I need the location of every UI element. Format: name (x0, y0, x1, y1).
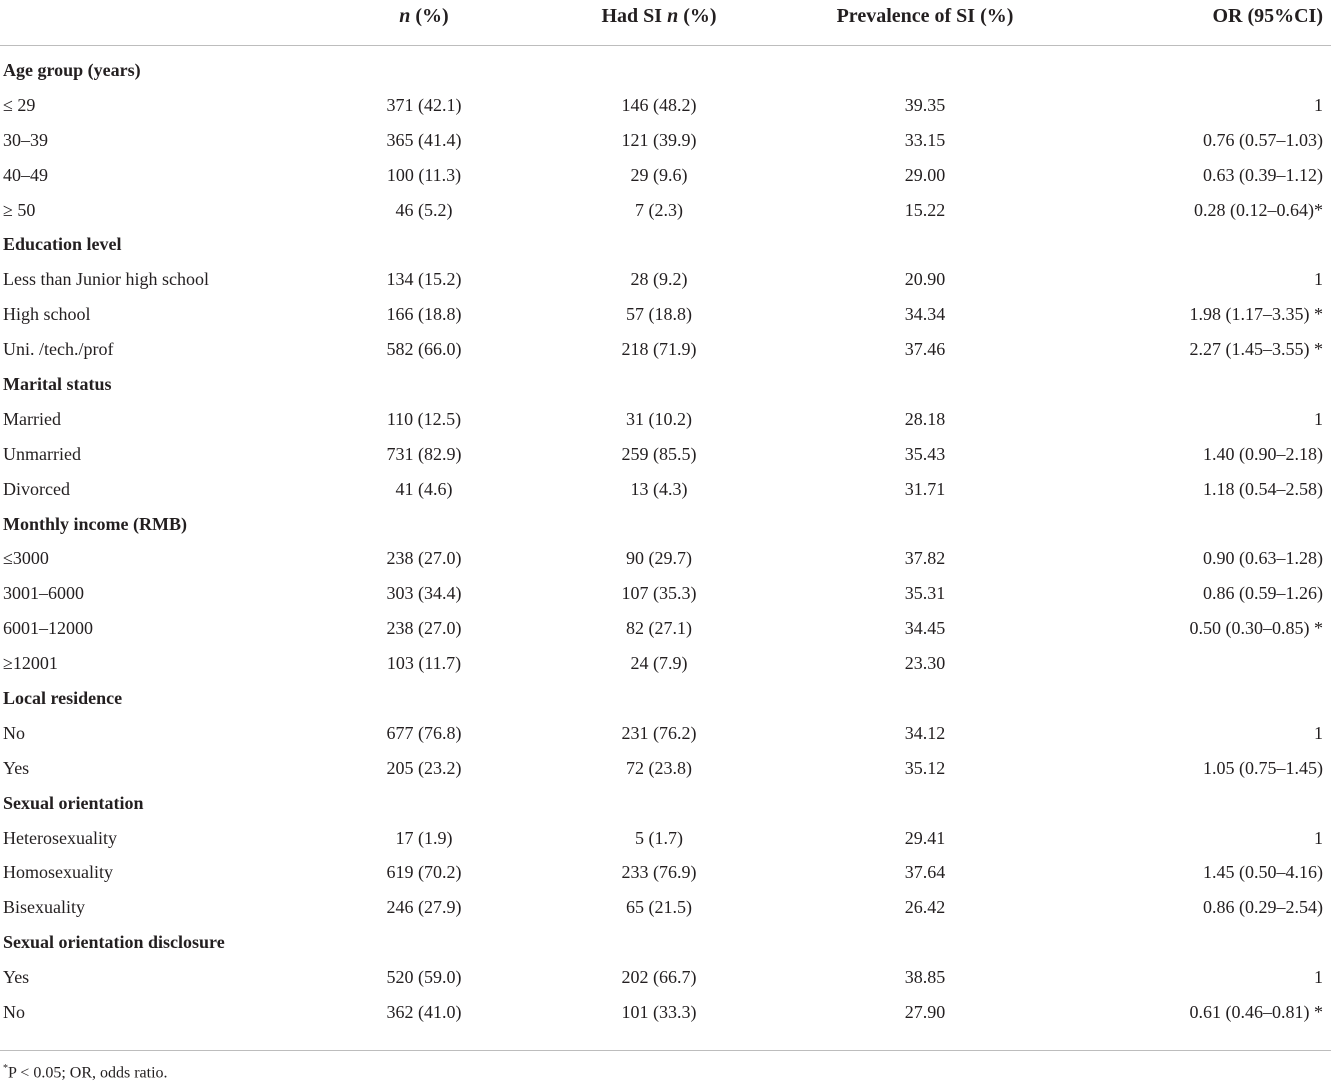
cell-or: 1 (1314, 827, 1323, 848)
cell-had-si: 90 (29.7) (626, 548, 692, 569)
cell-n: 371 (42.1) (386, 94, 462, 115)
row-label: 6001–12000 (3, 618, 93, 639)
header-had-rest: (%) (678, 4, 717, 27)
cell-had-si: 5 (1.7) (635, 827, 683, 848)
footnote-text: P < 0.05; OR, odds ratio. (8, 1064, 168, 1082)
cell-prevalence: 34.45 (904, 618, 946, 639)
row-label: 30–39 (3, 129, 48, 150)
row-label: 40–49 (3, 164, 48, 185)
group-heading-row (0, 681, 1331, 716)
cell-had-si: 29 (9.6) (630, 164, 688, 185)
cell-had-si: 259 (85.5) (621, 443, 697, 464)
cell-prevalence: 33.15 (904, 129, 946, 150)
row-label: ≤ 29 (3, 94, 36, 115)
header-row (0, 0, 1331, 45)
cell-prevalence: 35.31 (904, 583, 946, 604)
header-prevalence: Prevalence of SI (%) (790, 0, 1060, 45)
cell-n: 238 (27.0) (386, 548, 462, 569)
table-body (0, 45, 1331, 1030)
cell-n: 619 (70.2) (386, 862, 462, 883)
table-row (0, 402, 1331, 437)
table-row (0, 541, 1331, 576)
group-heading: Local residence (3, 687, 123, 708)
cell-n: 205 (23.2) (386, 757, 462, 778)
cell-prevalence: 34.12 (904, 722, 946, 743)
cell-had-si: 218 (71.9) (621, 339, 697, 360)
cell-prevalence: 31.71 (904, 478, 946, 499)
group-heading: Education level (3, 234, 122, 255)
row-label: 3001–6000 (3, 583, 84, 604)
cell-or: 1.40 (0.90–2.18) (1203, 443, 1323, 464)
cell-had-si: 202 (66.7) (621, 967, 697, 988)
group-heading: Monthly income (RMB) (3, 513, 187, 534)
group-heading: Sexual orientation (3, 792, 144, 813)
cell-prevalence: 26.42 (904, 897, 946, 918)
table-row (0, 960, 1331, 995)
row-label: ≥ 50 (3, 199, 36, 220)
cell-prevalence: 23.30 (904, 653, 946, 674)
table-row (0, 332, 1331, 367)
cell-or: 1.98 (1.17–3.35) * (1189, 304, 1323, 325)
cell-had-si: 231 (76.2) (621, 722, 697, 743)
cell-had-si: 31 (10.2) (626, 408, 692, 429)
cell-n: 166 (18.8) (386, 304, 462, 325)
cell-had-si: 233 (76.9) (621, 862, 697, 883)
header-spacer (0, 45, 1331, 53)
cell-or: 0.90 (0.63–1.28) (1203, 548, 1323, 569)
row-label: Homosexuality (3, 862, 113, 883)
table-row (0, 158, 1331, 193)
table-row (0, 821, 1331, 856)
cell-had-si: 7 (2.3) (635, 199, 683, 220)
header-variable (0, 0, 320, 45)
table-row (0, 646, 1331, 681)
cell-n: 100 (11.3) (386, 164, 462, 185)
cell-prevalence: 35.43 (904, 443, 946, 464)
group-heading-row (0, 53, 1331, 88)
cell-n: 520 (59.0) (386, 967, 462, 988)
cell-prevalence: 39.35 (904, 94, 946, 115)
header-n (320, 0, 528, 45)
cell-n: 365 (41.4) (386, 129, 462, 150)
cell-or: 0.28 (0.12–0.64)* (1194, 199, 1323, 220)
cell-or: 0.63 (0.39–1.12) (1203, 164, 1323, 185)
cell-had-si: 65 (21.5) (626, 897, 692, 918)
cell-prevalence: 15.22 (904, 199, 946, 220)
table-row (0, 472, 1331, 507)
cell-or: 0.50 (0.30–0.85) * (1189, 618, 1323, 639)
row-label: Uni. /tech./prof (3, 339, 114, 360)
cell-prevalence: 37.46 (904, 339, 946, 360)
group-heading: Age group (years) (3, 59, 141, 80)
cell-n: 17 (1.9) (395, 827, 453, 848)
cell-n: 110 (12.5) (386, 408, 462, 429)
cell-had-si: 101 (33.3) (621, 1001, 697, 1022)
cell-prevalence: 28.18 (904, 408, 946, 429)
group-heading-row (0, 227, 1331, 262)
cell-had-si: 146 (48.2) (621, 94, 697, 115)
table-row (0, 576, 1331, 611)
group-heading: Sexual orientation disclosure (3, 932, 225, 953)
cell-had-si: 28 (9.2) (630, 269, 688, 290)
table-header (0, 0, 1331, 45)
cell-n: 582 (66.0) (386, 339, 462, 360)
header-n-rest: (%) (410, 4, 449, 27)
cell-prevalence: 37.64 (904, 862, 946, 883)
row-label: ≤3000 (3, 548, 49, 569)
row-label: Married (3, 408, 61, 429)
cell-n: 46 (5.2) (395, 199, 453, 220)
row-label: High school (3, 304, 91, 325)
table-row (0, 193, 1331, 228)
cell-or: 1 (1314, 408, 1323, 429)
cell-had-si: 121 (39.9) (621, 129, 697, 150)
cell-n: 362 (41.0) (386, 1001, 462, 1022)
table-row (0, 716, 1331, 751)
cell-n: 41 (4.6) (395, 478, 453, 499)
group-heading-row (0, 925, 1331, 960)
cell-had-si: 82 (27.1) (626, 618, 692, 639)
row-label: Yes (3, 757, 30, 778)
cell-or: 1.45 (0.50–4.16) (1203, 862, 1323, 883)
table-row (0, 262, 1331, 297)
cell-n: 246 (27.9) (386, 897, 462, 918)
table-row (0, 995, 1331, 1030)
bottom-rule (0, 1050, 1331, 1051)
table-row (0, 890, 1331, 925)
table-row (0, 855, 1331, 890)
table-row (0, 297, 1331, 332)
header-or: OR (95%CI) (1060, 0, 1331, 45)
row-label: Unmarried (3, 443, 81, 464)
cell-or: 2.27 (1.45–3.55) * (1189, 339, 1323, 360)
cell-prevalence: 29.41 (904, 827, 946, 848)
cell-n: 303 (34.4) (386, 583, 462, 604)
table-row (0, 751, 1331, 786)
cell-or: 0.76 (0.57–1.03) (1203, 129, 1323, 150)
row-label: Yes (3, 967, 30, 988)
cell-or: 1 (1314, 94, 1323, 115)
cell-n: 731 (82.9) (386, 443, 462, 464)
table-row (0, 437, 1331, 472)
cell-prevalence: 37.82 (904, 548, 946, 569)
cell-n: 103 (11.7) (386, 653, 462, 674)
cell-prevalence: 29.00 (904, 164, 946, 185)
cell-had-si: 72 (23.8) (626, 757, 692, 778)
header-had-si (528, 0, 790, 45)
cell-prevalence: 20.90 (904, 269, 946, 290)
cell-had-si: 24 (7.9) (630, 653, 688, 674)
row-label: ≥12001 (3, 653, 58, 674)
cell-had-si: 13 (4.3) (630, 478, 688, 499)
group-heading-row (0, 367, 1331, 402)
footnote (3, 1063, 168, 1082)
cell-or: 1 (1314, 269, 1323, 290)
table-row (0, 88, 1331, 123)
header-n-italic: n (399, 4, 411, 27)
footnote-marker: * (3, 1063, 8, 1074)
cell-or: 1 (1314, 722, 1323, 743)
table-row (0, 123, 1331, 158)
cell-had-si: 107 (35.3) (621, 583, 697, 604)
cell-n: 677 (76.8) (386, 722, 462, 743)
cell-or: 0.86 (0.59–1.26) (1203, 583, 1323, 604)
cell-prevalence: 35.12 (904, 757, 946, 778)
cell-or: 1.05 (0.75–1.45) (1203, 757, 1323, 778)
group-heading-row (0, 786, 1331, 821)
cell-had-si: 57 (18.8) (626, 304, 692, 325)
cell-or (1060, 646, 1331, 681)
cell-prevalence: 27.90 (904, 1001, 946, 1022)
row-label: No (3, 722, 25, 743)
group-heading-row (0, 507, 1331, 542)
cell-n: 134 (15.2) (386, 269, 462, 290)
cell-or: 0.61 (0.46–0.81) * (1189, 1001, 1323, 1022)
row-label: Bisexuality (3, 897, 85, 918)
cell-or: 1.18 (0.54–2.58) (1203, 478, 1323, 499)
cell-n: 238 (27.0) (386, 618, 462, 639)
row-label: No (3, 1001, 25, 1022)
cell-or: 1 (1314, 967, 1323, 988)
table-row (0, 611, 1331, 646)
group-heading: Marital status (3, 373, 112, 394)
row-label: Divorced (3, 478, 70, 499)
cell-prevalence: 38.85 (904, 967, 946, 988)
header-had-prefix: Had SI (601, 4, 668, 27)
header-had-italic: n (667, 4, 679, 27)
cell-prevalence: 34.34 (904, 304, 946, 325)
row-label: Less than Junior high school (3, 269, 209, 290)
cell-or: 0.86 (0.29–2.54) (1203, 897, 1323, 918)
row-label: Heterosexuality (3, 827, 117, 848)
